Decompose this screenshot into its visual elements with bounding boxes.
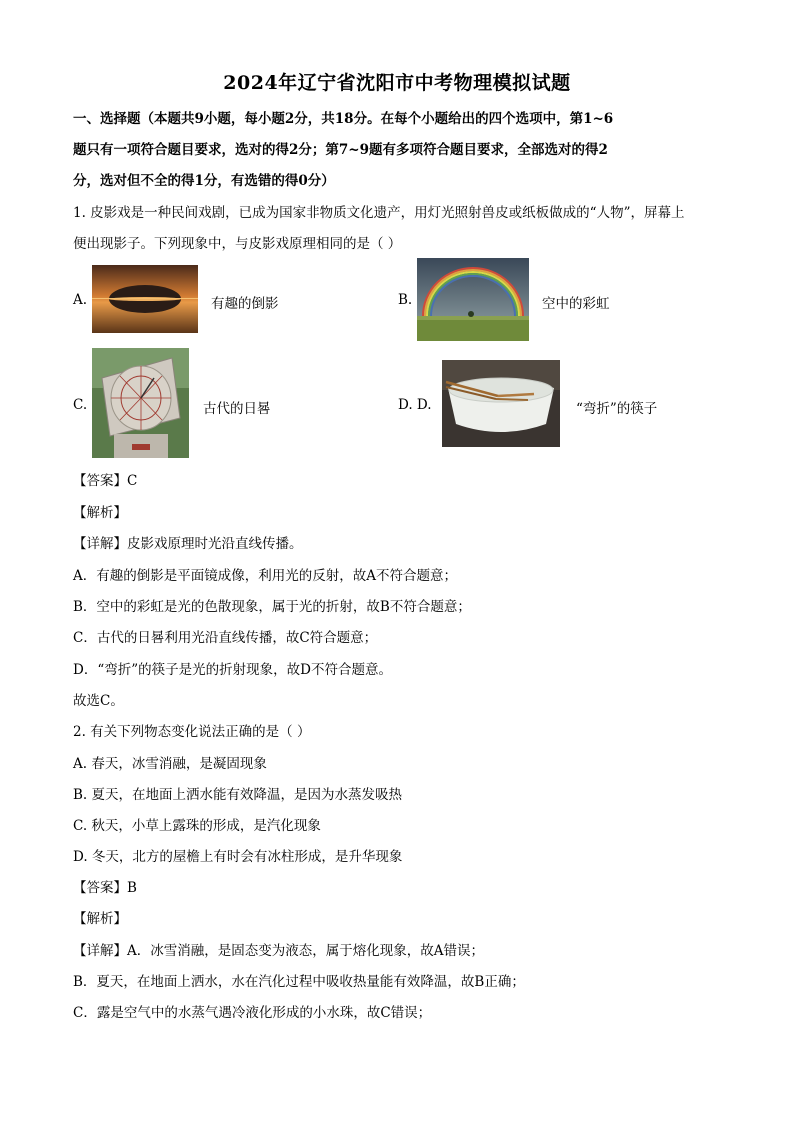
q1-analysis-heading: 【解析】 (73, 505, 127, 521)
q1-explanation-b: B．空中的彩虹是光的色散现象，属于光的折射，故B不符合题意； (73, 599, 471, 615)
q1-conclusion: 故选C。 (73, 693, 124, 709)
q1-option-d-label: D. D. (398, 397, 432, 413)
section-instructions-line-2: 题只有一项符合题目要求，选对的得2分；第7~9题有多项符合题目要求，全部选对的得2 (73, 142, 608, 158)
q1-option-a-text: 有趣的倒影 (211, 296, 279, 312)
q2-explanation-b: B．夏天，在地面上洒水，水在汽化过程中吸收热量能有效降温，故B正确； (73, 974, 525, 990)
q1-stem-line-1: 1. 皮影戏是一种民间戏剧，已成为国家非物质文化遗产，用灯光照射兽皮或纸板做成的“人物”，屏幕上 (73, 205, 685, 221)
q2-analysis-heading: 【解析】 (73, 911, 127, 927)
q1-option-b-label: B. (398, 292, 413, 308)
q2-explanation-a: 【详解】A．冰雪消融，是固态变为液态，属于熔化现象，故A错误； (73, 943, 484, 959)
q1-answer: 【答案】C (73, 473, 138, 489)
section-instructions-line-1: 一、选择题（本题共9小题，每小题2分，共18分。在每个小题给出的四个选项中，第1~6 (73, 111, 614, 127)
page-title: 2024年辽宁省沈阳市中考物理模拟试题 (223, 72, 571, 94)
section-instructions-line-3: 分，选对但不全的得1分，有选错的得0分） (73, 173, 335, 189)
q2-explanation-c: C．露是空气中的水蒸气遇冷液化形成的小水珠，故C错误； (73, 1005, 432, 1021)
q2-option-c: C. 秋天，小草上露珠的形成，是汽化现象 (73, 818, 321, 834)
q1-option-a-label: A. (73, 292, 88, 308)
q1-detail: 【详解】皮影戏原理时光沿直线传播。 (73, 536, 303, 552)
q1-option-c-label: C. (73, 397, 88, 413)
q2-answer: 【答案】B (73, 880, 137, 896)
q1-option-c-text: 古代的日晷 (203, 401, 271, 417)
q1-option-b-text: 空中的彩虹 (542, 296, 610, 312)
q2-stem: 2. 有关下列物态变化说法正确的是（ ） (73, 724, 311, 740)
reflection-photo-icon (92, 265, 198, 333)
chopsticks-bowl-photo-icon (442, 360, 560, 447)
q1-explanation-a: A．有趣的倒影是平面镜成像，利用光的反射，故A不符合题意； (73, 568, 457, 584)
q2-option-a: A. 春天，冰雪消融，是凝固现象 (73, 756, 267, 772)
q1-stem-line-2: 便出现影子。下列现象中，与皮影戏原理相同的是（ ） (73, 236, 402, 252)
q1-option-d-text: “弯折”的筷子 (576, 401, 658, 417)
q2-option-d: D. 冬天，北方的屋檐上有时会有冰柱形成，是升华现象 (73, 849, 403, 865)
rainbow-photo-icon (417, 258, 529, 341)
q1-explanation-c: C．古代的日晷利用光沿直线传播，故C符合题意； (73, 630, 378, 646)
q1-explanation-d: D．“弯折”的筷子是光的折射现象，故D不符合题意。 (73, 662, 392, 678)
sundial-photo-icon (92, 348, 189, 458)
q2-option-b: B. 夏天，在地面上洒水能有效降温，是因为水蒸发吸热 (73, 787, 403, 803)
